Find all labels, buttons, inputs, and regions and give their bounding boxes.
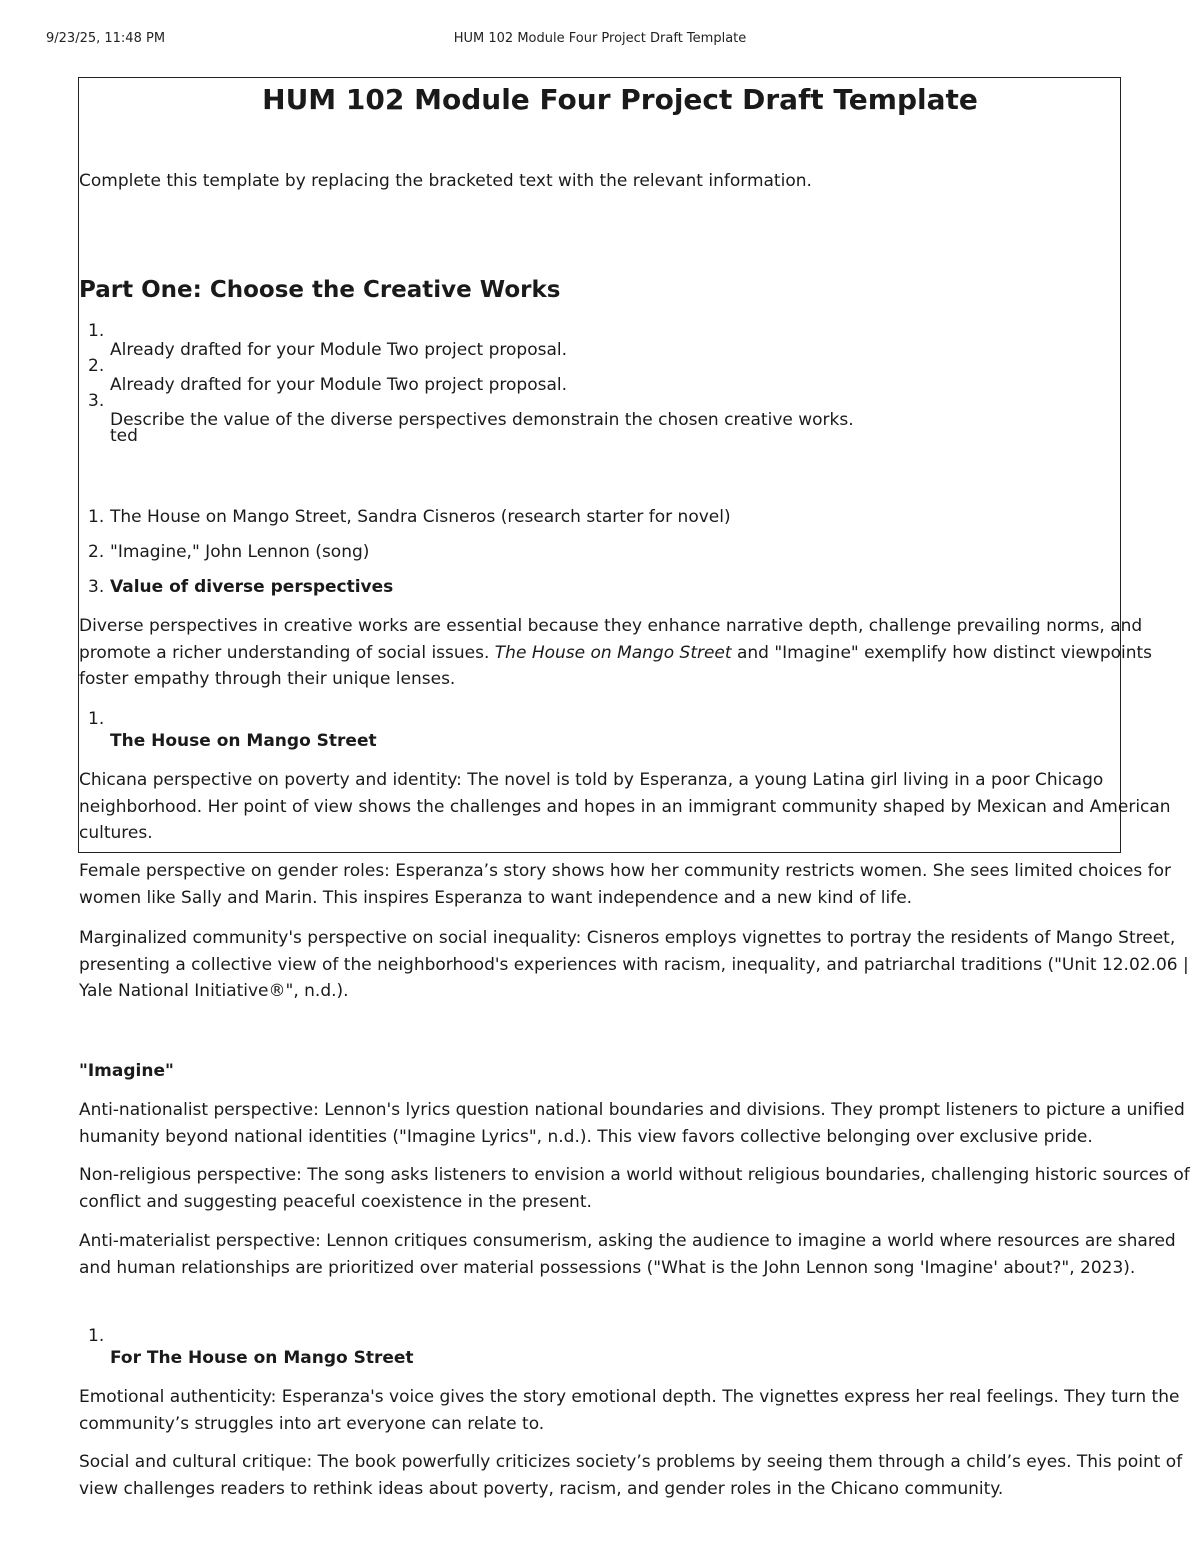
- diverse-para-start: Diverse perspectives in creative works are essential because they enhance narrative depth, challenge prevailing norms, and promote a richer understanding of social issues.: [79, 616, 1143, 663]
- template-list-number-3: 3.: [88, 391, 105, 411]
- template-list-number-1: 1.: [88, 321, 105, 341]
- mango-section-number: 1.: [88, 709, 105, 729]
- for-mango-paragraph-1: Emotional authenticity: Esperanza's voice gives the story emotional depth. The vignettes express her real feelings. They turn the community’s struggles into art everyone can relate to.: [79, 1387, 1180, 1434]
- mango-paragraph-1: Chicana perspective on poverty and identity: The novel is told by Esperanza, a young Latina girl living in a poor Chicago neighborhood. Her point of view shows the challenges and hopes in an immigrant community shaped by Mexican and American cultures.: [79, 770, 1171, 843]
- for-mango-section-heading: For The House on Mango Street: [110, 1348, 414, 1368]
- diverse-para-italic-title: The House on Mango Street: [494, 642, 732, 663]
- template-list-item-2: Already drafted for your Module Two project proposal.: [110, 375, 568, 395]
- diverse-perspectives-paragraph: [79, 613, 1194, 693]
- imagine-paragraph-1: Anti-nationalist perspective: Lennon's lyrics question national boundaries and divisions. They prompt listeners to picture a unified humanity beyond national identities ("Imagine Lyrics", n.d.). This view favors collective belonging over exclusive pride.: [79, 1100, 1185, 1147]
- template-list-item-1: Already drafted for your Module Two project proposal.: [110, 340, 568, 360]
- print-doc-title: HUM 102 Module Four Project Draft Template: [453, 31, 747, 46]
- works-list-number-2: 2.: [88, 542, 105, 562]
- imagine-paragraph-3: Anti-materialist perspective: Lennon critiques consumerism, asking the audience to imagine a world where resources are shared and human relationships are prioritized over material possessions ("What is the John Lennon song 'Imagine' about?", 2023).: [79, 1231, 1176, 1278]
- diverse-para-end: and "Imagine" exemplify how distinct viewpoints foster empathy through their unique lenses.: [79, 642, 1153, 689]
- instructions-text: Complete this template by replacing the bracketed text with the relevant information.: [79, 171, 812, 191]
- works-list-number-3: 3.: [88, 577, 105, 597]
- template-overlap-fragment: ted: [110, 426, 138, 446]
- works-list-number-1: 1.: [88, 507, 105, 527]
- part-one-heading: Part One: Choose the Creative Works: [79, 277, 561, 303]
- document-title: HUM 102 Module Four Project Draft Template: [262, 83, 978, 116]
- mango-section-heading: The House on Mango Street: [110, 731, 377, 751]
- for-mango-paragraph-2: Social and cultural critique: The book powerfully criticizes society’s problems by seeing them through a child’s eyes. This point of view challenges readers to rethink ideas about poverty, racism, and gender roles in the Chicano community.: [79, 1452, 1183, 1499]
- print-timestamp: 9/23/25, 11:48 PM: [46, 31, 166, 46]
- template-list-item-3: Describe the value of the diverse perspectives demonstrain the chosen creative works.: [110, 410, 854, 430]
- imagine-paragraph-2: Non-religious perspective: The song asks listeners to envision a world without religious boundaries, challenging historic sources of conflict and suggesting peaceful coexistence in the present.: [79, 1165, 1190, 1212]
- mango-paragraph-3: Marginalized community's perspective on social inequality: Cisneros employs vignettes to portray the residents of Mango Street, presenting a collective view of the neighborhood's experiences with racism, inequality, and patriarchal traditions ("Unit 12.02.06 | Yale National Initiative®", n.d.).: [79, 928, 1189, 1001]
- imagine-heading: "Imagine": [79, 1061, 174, 1081]
- works-list-item-3: Value of diverse perspectives: [110, 577, 394, 597]
- template-list-number-2: 2.: [88, 356, 105, 376]
- works-list-item-2: "Imagine," John Lennon (song): [110, 542, 370, 562]
- for-mango-section-number: 1.: [88, 1326, 105, 1346]
- works-list-item-1: The House on Mango Street, Sandra Cisneros (research starter for novel): [110, 507, 731, 527]
- mango-paragraph-2: Female perspective on gender roles: Esperanza’s story shows how her community restricts women. She sees limited choices for women like Sally and Marin. This inspires Esperanza to want independence and a new kind of life.: [79, 861, 1171, 908]
